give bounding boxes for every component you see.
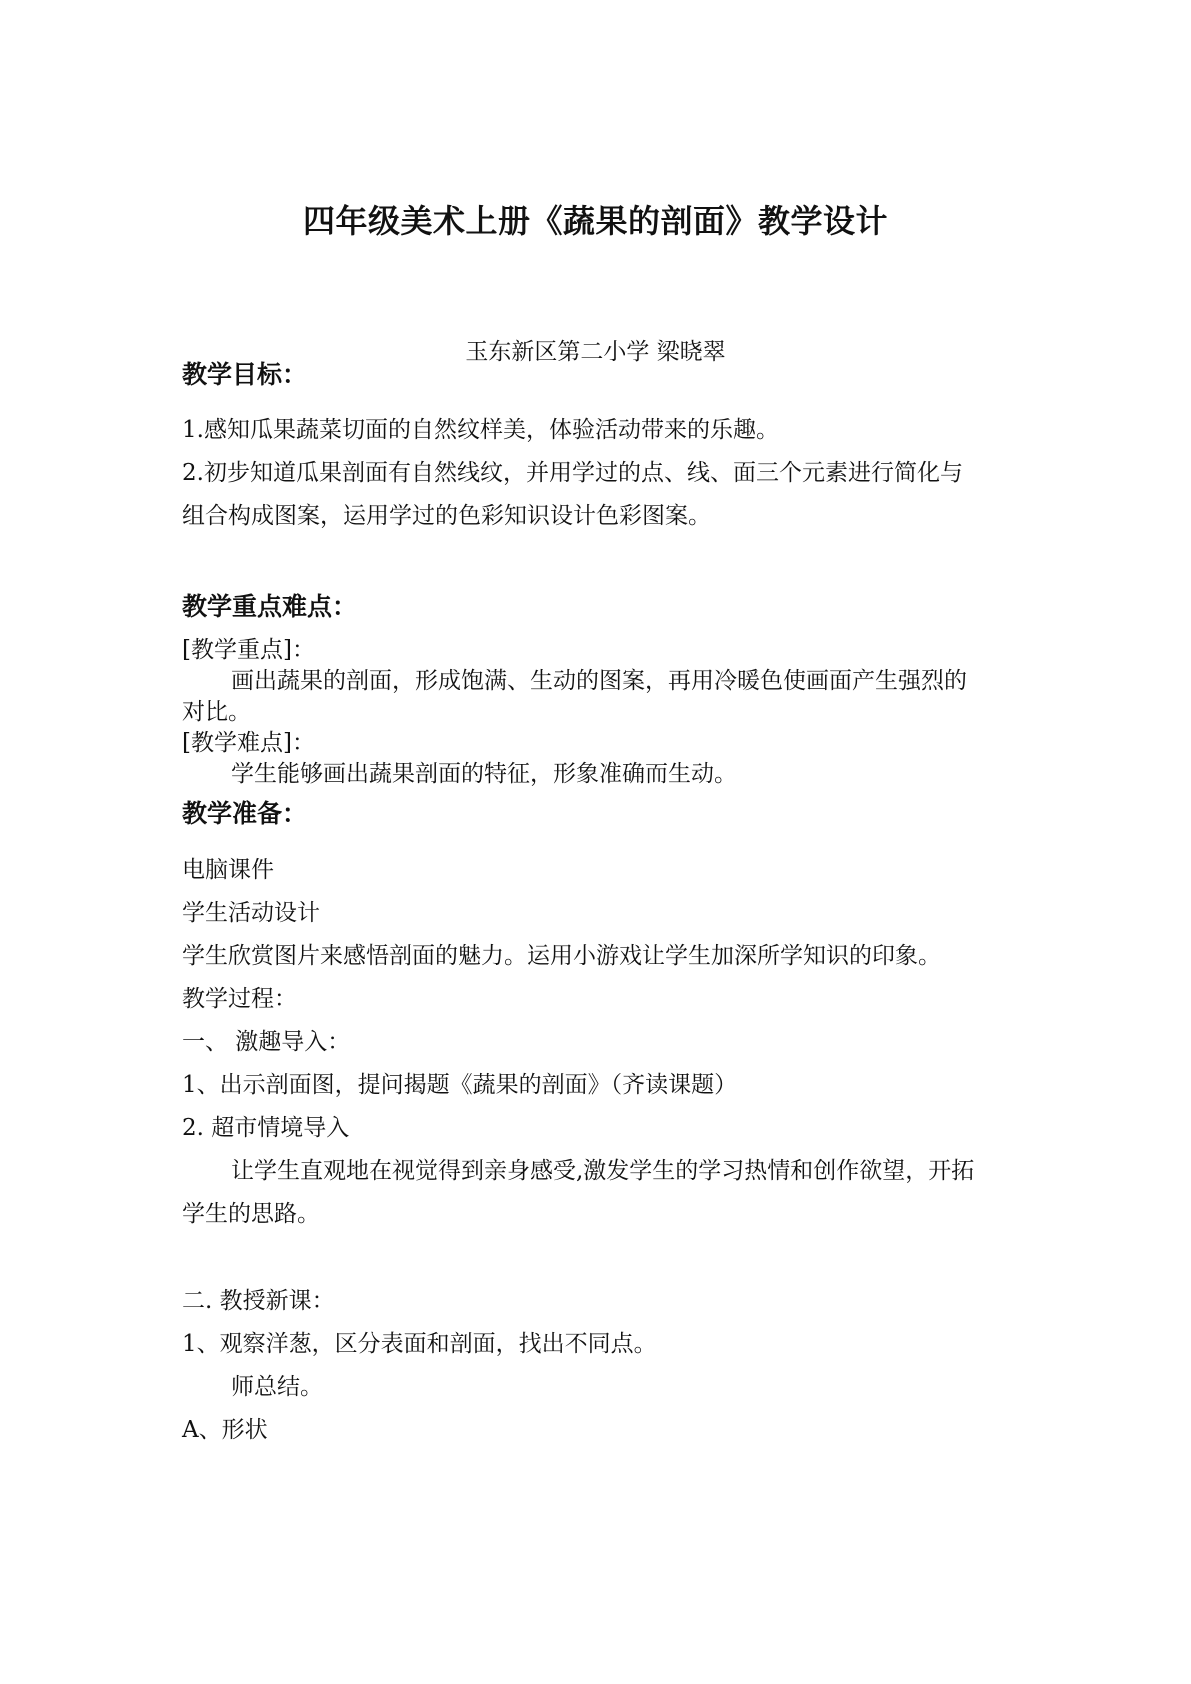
prep-line-2: 学生活动设计 — [182, 900, 320, 926]
section-one-item-1: 1、出示剖面图，提问揭题《蔬果的剖面》（齐读课题） — [182, 1072, 738, 1098]
intro-line-2: 学生的思路。 — [182, 1201, 320, 1227]
section-two-item-1: 1、观察洋葱，区分表面和剖面，找出不同点。 — [182, 1331, 657, 1357]
objective-line-1: 1.感知瓜果蔬菜切面的自然纹样美，体验活动带来的乐趣。 — [182, 417, 779, 443]
intro-line-1: 让学生直观地在视觉得到亲身感受,激发学生的学习热情和创作欲望，开拓 — [231, 1158, 975, 1184]
objective-line-2: 2.初步知道瓜果剖面有自然线纹，并用学过的点、线、面三个元素进行简化与 — [182, 460, 963, 486]
shape-item: A、形状 — [182, 1417, 268, 1443]
objective-line-3: 组合构成图案，运用学过的色彩知识设计色彩图案。 — [182, 503, 711, 529]
focus-line-2: 对比。 — [182, 699, 251, 725]
teacher-summary: 师总结。 — [231, 1374, 323, 1400]
focus-label: [教学重点]： — [182, 637, 315, 663]
difficulty-line: 学生能够画出蔬果剖面的特征，形象准确而生动。 — [231, 761, 737, 787]
section-one-heading: 一、 激趣导入： — [182, 1029, 351, 1055]
prep-line-1: 电脑课件 — [182, 857, 274, 883]
author-line: 玉东新区第二小学 梁晓翠 — [465, 339, 726, 365]
section-one-item-2: 2. 超市情境导入 — [182, 1115, 350, 1141]
key-points-heading: 教学重点难点： — [182, 592, 358, 621]
section-two-heading: 二. 教授新课： — [182, 1288, 335, 1314]
document-title: 四年级美术上册《蔬果的剖面》教学设计 — [302, 202, 888, 240]
process-heading: 教学过程： — [182, 986, 297, 1012]
preparation-heading: 教学准备： — [182, 799, 308, 828]
prep-line-3: 学生欣赏图片来感悟剖面的魅力。运用小游戏让学生加深所学知识的印象。 — [182, 943, 941, 969]
objectives-heading: 教学目标： — [182, 360, 308, 389]
difficulty-label: [教学难点]： — [182, 730, 315, 756]
focus-line-1: 画出蔬果的剖面，形成饱满、生动的图案，再用冷暖色使画面产生强烈的 — [231, 668, 967, 694]
